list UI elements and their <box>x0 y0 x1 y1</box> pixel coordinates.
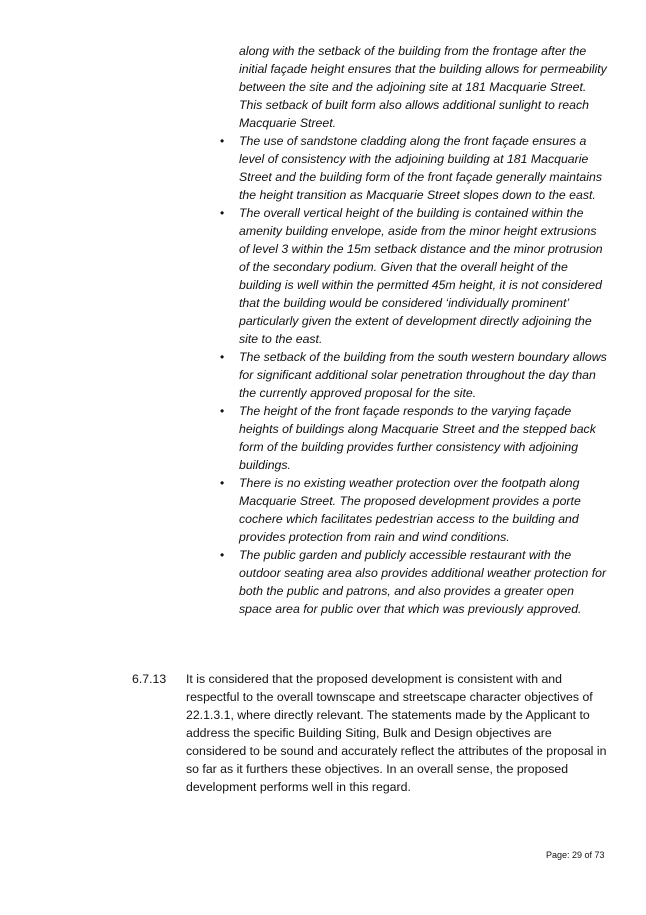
bullet-item <box>220 132 609 204</box>
bullet-dot-icon: • <box>220 548 225 562</box>
bullet-dot-icon: • <box>220 404 225 418</box>
bullet-item <box>220 204 609 348</box>
page-number: Page: 29 of 73 <box>546 850 605 860</box>
bullet-text: The height of the front façade responds to the varying façade heights of buildings along Macquarie Street and the stepped back form of the building provides further consistency with adjoining buildings. <box>239 404 596 472</box>
bullet-text: There is no existing weather protection over the footpath along Macquarie Street. The proposed development provides a porte cochere which facilitates pedestrian access to the building and provides protection from rain and wind conditions. <box>239 476 581 544</box>
section-paragraph: It is considered that the proposed development is consistent with and respectful to the overall townscape and streetscape character objectives of 22.1.3.1, where directly relevant. The statements made by the Applicant to address the specific Building Siting, Bulk and Design objectives are considered to be sound and accurately reflect the attributes of the proposal in so far as it furthers these objectives. In an overall sense, the proposed development performs well in this regard. <box>186 672 607 794</box>
bullet-text: The public garden and publicly accessible restaurant with the outdoor seating area also provides additional weather protection for both the public and patrons, and also provides a greater open space area for public over that which was previously approved. <box>239 548 607 616</box>
bullet-list <box>220 132 609 618</box>
bullet-dot-icon: • <box>220 134 225 148</box>
bullet-item <box>220 474 609 546</box>
bullet-dot-icon: • <box>220 206 225 220</box>
bullet-text: The use of sandstone cladding along the front façade ensures a level of consistency with the adjoining building at 181 Macquarie Street and the building form of the front façade generally maintains the height transition as Macquarie Street slopes down to the east. <box>239 134 602 202</box>
bullet-item <box>220 546 609 618</box>
section-number: 6.7.13 <box>132 672 167 686</box>
bullet-item <box>220 348 609 402</box>
bullet-continuation-paragraph: along with the setback of the building from the frontage after the initial façade height ensures that the building allows for permeability between the site and the adjoining site at 181 Macquarie Street. This setback of built form also allows additional sunlight to reach Macquarie Street. <box>239 44 607 130</box>
bullet-text: The overall vertical height of the building is contained within the amenity building envelope, aside from the minor height extrusions of level 3 within the 15m setback distance and the minor protrusion of the secondary podium. Given that the overall height of the building is well within the permitted 45m height, it is not considered that the building would be considered ‘individually prominent’ particularly given the extent of development directly adjoining the site to the east. <box>239 206 603 346</box>
bullet-dot-icon: • <box>220 476 225 490</box>
bullet-item <box>220 402 609 474</box>
bullet-dot-icon: • <box>220 350 225 364</box>
bullet-text: The setback of the building from the south western boundary allows for significant additional solar penetration throughout the day than the currently approved proposal for the site. <box>239 350 607 400</box>
